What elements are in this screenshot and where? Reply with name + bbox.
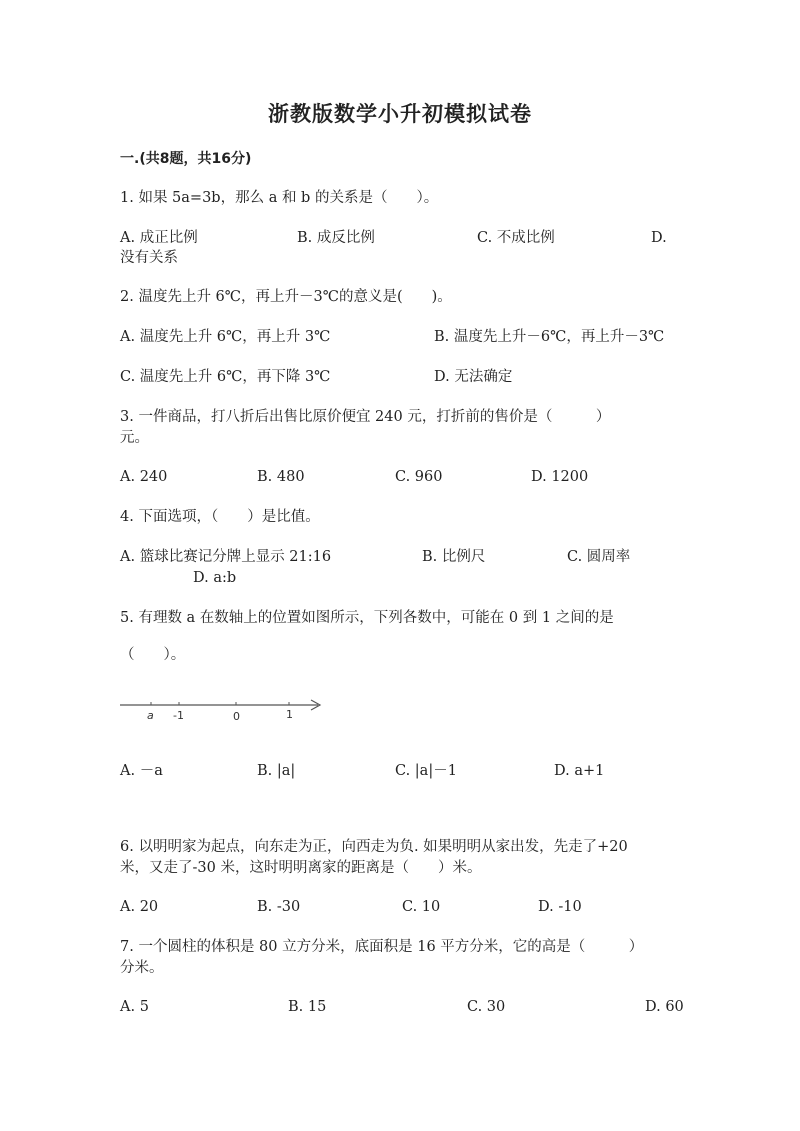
q2-option-a[interactable]: A. 温度先上升 6℃，再上升 3℃ [120, 329, 331, 345]
q7-option-a[interactable]: A. 5 [120, 999, 149, 1015]
q7-option-b[interactable]: B. 15 [288, 999, 327, 1015]
question-4-stem: 4. 下面选项，（ ）是比值。 [120, 509, 320, 525]
q3-option-c[interactable]: C. 960 [395, 469, 443, 485]
tick-label-a: a [147, 709, 154, 722]
q4-option-c[interactable]: C. 圆周率 [567, 549, 631, 565]
question-3-stem: 3. 一件商品，打八折后出售比原价便宜 240 元，打折前的售价是（ ） [120, 409, 611, 425]
q1-option-b[interactable]: B. 成反比例 [297, 230, 375, 246]
q4-option-d[interactable]: D. a:b [193, 570, 237, 586]
tick-label-neg1: -1 [173, 709, 184, 722]
q5-option-c[interactable]: C. |a|－1 [395, 763, 457, 779]
q1-option-d-wrap: 没有关系 [120, 250, 178, 266]
q4-option-a[interactable]: A. 篮球比赛记分牌上显示 21:16 [120, 549, 332, 565]
question-7-stem: 7. 一个圆柱的体积是 80 立方分米，底面积是 16 平方分米，它的高是（ ） [120, 939, 644, 955]
q5-option-b[interactable]: B. |a| [257, 763, 296, 779]
q6-option-a[interactable]: A. 20 [120, 899, 159, 915]
q5-option-d[interactable]: D. a+1 [554, 763, 605, 779]
q3-option-b[interactable]: B. 480 [257, 469, 305, 485]
q4-option-b[interactable]: B. 比例尺 [422, 549, 486, 565]
q1-option-a[interactable]: A. 成正比例 [120, 230, 198, 246]
tick-label-0: 0 [233, 710, 240, 723]
q5-stem-wrap: （ ）。 [120, 647, 186, 663]
number-line-figure [118, 694, 328, 726]
q6-stem-wrap: 米，又走了-30 米，这时明明离家的距离是（ ）米。 [120, 860, 482, 876]
q2-option-c[interactable]: C. 温度先上升 6℃，再下降 3℃ [120, 369, 331, 385]
q2-option-d[interactable]: D. 无法确定 [434, 369, 513, 385]
page-title: 浙教版数学小升初模拟试卷 [268, 101, 532, 126]
question-6-stem: 6. 以明明家为起点，向东走为正，向西走为负. 如果明明从家出发，先走了+20 [120, 839, 628, 855]
q2-option-b[interactable]: B. 温度先上升－6℃，再上升－3℃ [434, 329, 665, 345]
q5-option-a[interactable]: A. －a [120, 763, 163, 779]
q7-stem-wrap: 分米。 [120, 960, 164, 976]
q6-option-d[interactable]: D. -10 [538, 899, 582, 915]
q3-stem-wrap: 元。 [120, 430, 149, 446]
q7-option-d[interactable]: D. 60 [645, 999, 684, 1015]
question-5-stem: 5. 有理数 a 在数轴上的位置如图所示，下列各数中，可能在 0 到 1 之间的是 [120, 610, 614, 626]
q3-option-d[interactable]: D. 1200 [531, 469, 589, 485]
q6-option-b[interactable]: B. -30 [257, 899, 301, 915]
q1-option-d[interactable]: D. [651, 230, 667, 246]
question-1-stem: 1. 如果 5a=3b，那么 a 和 b 的关系是（ ）。 [120, 190, 439, 206]
q1-option-c[interactable]: C. 不成比例 [477, 230, 555, 246]
tick-label-1: 1 [286, 708, 293, 721]
section-heading: 一.(共8题，共16分) [120, 151, 252, 167]
question-2-stem: 2. 温度先上升 6℃，再上升－3℃的意义是( )。 [120, 289, 452, 305]
q7-option-c[interactable]: C. 30 [467, 999, 506, 1015]
q6-option-c[interactable]: C. 10 [402, 899, 441, 915]
q3-option-a[interactable]: A. 240 [120, 469, 168, 485]
